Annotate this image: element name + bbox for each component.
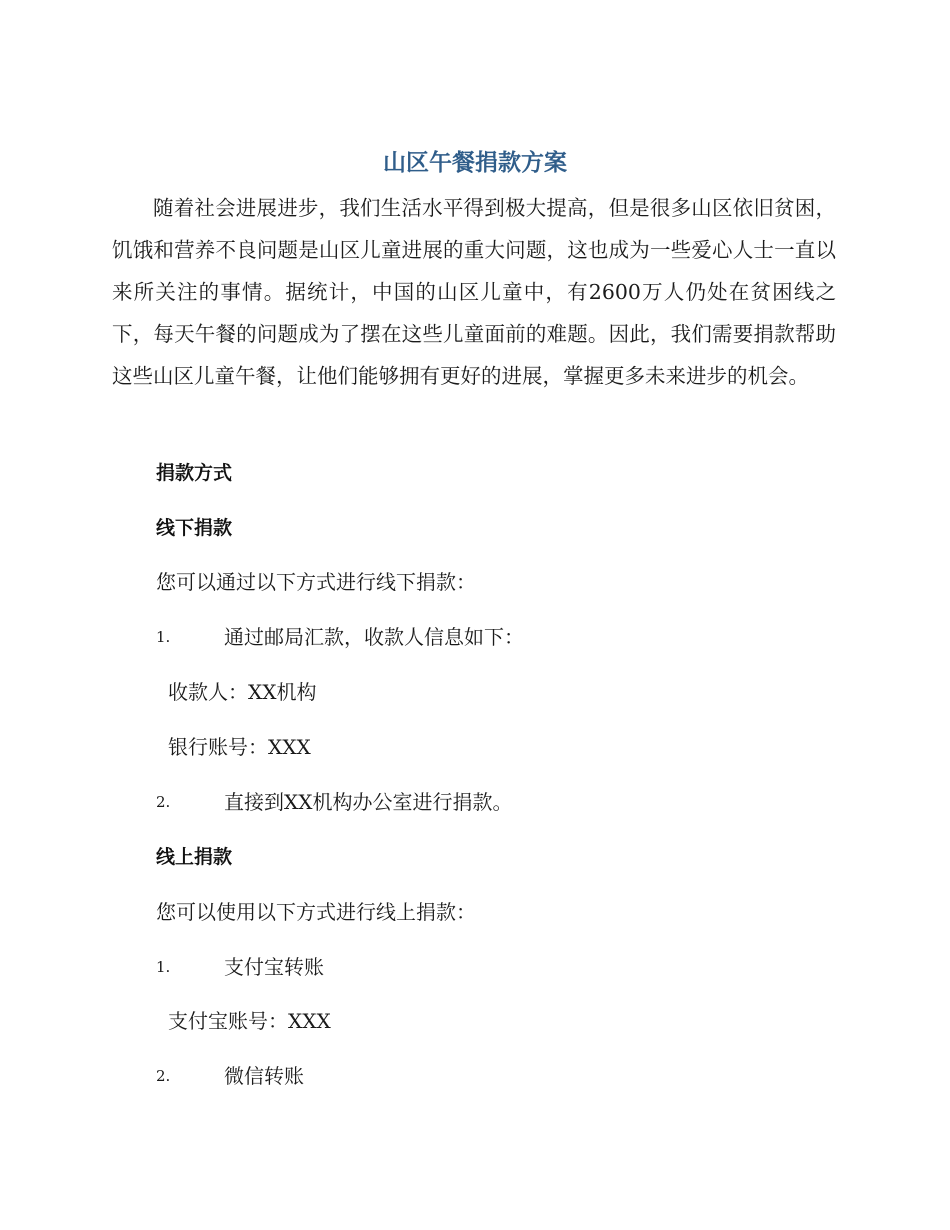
offline-bank-account: 银行账号：XXX (168, 735, 311, 759)
donation-methods-heading: 捐款方式 (156, 462, 233, 484)
online-donation-heading: 线上捐款 (156, 846, 233, 868)
offline-item-1-text: 通过邮局汇款，收款人信息如下： (224, 625, 524, 649)
online-item-1-number: 1. (156, 958, 171, 976)
online-item-2-number: 2. (156, 1067, 171, 1085)
offline-donation-intro: 您可以通过以下方式进行线下捐款： (156, 570, 476, 594)
offline-item-2-number: 2. (156, 793, 171, 811)
online-donation-intro: 您可以使用以下方式进行线上捐款： (156, 900, 476, 924)
online-item-2-text: 微信转账 (224, 1064, 304, 1088)
intro-paragraph: 随着社会进展进步，我们生活水平得到极大提高，但是很多山区依旧贫困，饥饿和营养不良问题是山区儿童进展的重大问题，这也成为一些爱心人士一直以来所关注的事情。据统计，中国的山区儿童中，有2600万人仍处在贫困线之下，每天午餐的问题成为了摆在这些儿童面前的难题。因此，我们需要捐款帮助这些山区儿童午餐，让他们能够拥有更好的进展，掌握更多未来进步的机会。 (112, 196, 836, 388)
document-title: 山区午餐捐款方案 (383, 150, 567, 176)
offline-item-2-text: 直接到XX机构办公室进行捐款。 (224, 790, 513, 814)
offline-donation-heading: 线下捐款 (156, 517, 233, 539)
offline-payee-name: 收款人：XX机构 (168, 680, 317, 704)
alipay-account: 支付宝账号：XXX (168, 1009, 331, 1033)
offline-item-1-number: 1. (156, 628, 171, 646)
online-item-1-text: 支付宝转账 (224, 955, 324, 979)
